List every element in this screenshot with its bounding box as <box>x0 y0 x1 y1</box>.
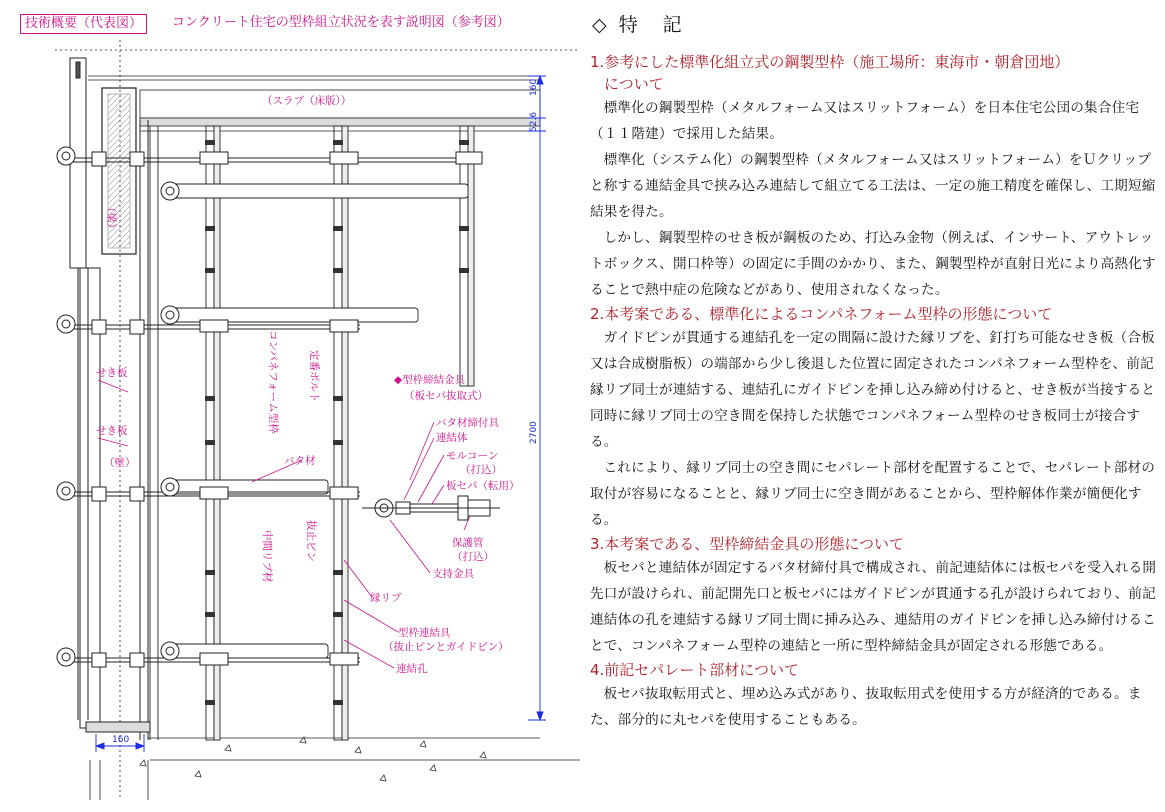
drawing-caption: コンクリート住宅の型枠組立状況を表す説明図（参考図） <box>172 15 510 30</box>
section-2-para-2: これにより、縁リブ同士の空き間にセパレート部材を配置することで、セパレート部材の取付が容易になることと、縁リブ同士に空き間があることから、型枠解体作業が簡便化する。 <box>590 460 1156 528</box>
section-1-para-3: しかし、鋼製型枠のせき板が鋼板のため、打込み金物（例えば、インサート、アウトレットボックス、開口枠等）の固定に手間のかかり、また、鋼製型枠が直射日光により高熱化することで熱中症の危険などがあり、使用されなくなった。 <box>590 230 1156 298</box>
label-kanagu-title: ◆型枠締結金具 <box>394 374 466 386</box>
dim-160: 160 <box>529 78 539 96</box>
callout-2: モルコーン <box>446 450 499 462</box>
section-1-title-cont: について <box>604 75 664 93</box>
callout-7: 支持金具 <box>432 568 474 580</box>
callout-10: （抜止ピンとガイドピン） <box>383 641 509 653</box>
callout-8: 縁リブ <box>370 592 402 604</box>
section-1-para-2: 標準化（システム化）の鋼製型枠（メタルフォーム又はスリットフォーム）をＵクリップと称する連結金具で挟み込み連結して組立てる工法は、一定の施工精度を確保し、工期短縮結果を得た。 <box>590 152 1156 220</box>
notes-heading: ◇ 特 記 <box>592 14 685 36</box>
section-1-para-1: 標準化の鋼製型枠（メタルフォーム又はスリットフォーム）を日本住宅公団の集合住宅（１１階建）で採用した結果。 <box>590 100 1140 142</box>
tie-detail <box>362 496 500 520</box>
section-1-title: 1.参考にした標準化組立式の鋼製型枠（施工場所：東海市・朝倉団地） <box>590 53 1070 71</box>
callout-11: 連結孔 <box>396 663 428 675</box>
callout-1: 連結体 <box>436 432 468 444</box>
callout-5: 保護管 <box>452 537 484 549</box>
label-seki-ita-1: せき板 <box>96 367 128 379</box>
callout-9: 型枠連結具 <box>398 627 451 639</box>
section-3-para-1: 板セパと連結体が固定するバタ材締付具で構成され、前記連結体には板セパを受入れる開先口が設けられ、前記開先口と板セパにはガイドピンが貫通する孔が設けられており、前記連結体の孔を連結する縁リブ同士間に挿み込み、連結用のガイドピンを挿し込み締付けることで、コンパネフォーム型枠の連結と一所に型枠締結金具が固定される形態である。 <box>590 560 1157 654</box>
label-nukedome: 抜止ピン <box>305 520 317 562</box>
dim-52-6: 52.6 <box>529 111 539 132</box>
dim-2700: 2700 <box>529 421 539 444</box>
label-konpane: コンパネフォーム型枠 <box>267 330 279 434</box>
callout-4: 板セパ（転用） <box>446 480 520 492</box>
label-seki-ita-2: せき板 <box>96 425 128 437</box>
section-4-para-1: 板セパ抜取転用式と、埋め込み式があり、抜取転用式を使用する方が経済的である。また、部分的に丸セパを使用することもある。 <box>590 686 1142 728</box>
label-bata: バタ材 <box>284 455 316 467</box>
label-kanagu-sub: （板セパ抜取式） <box>404 390 488 402</box>
callout-3: （打込） <box>460 464 502 476</box>
formwork-drawing <box>0 0 580 812</box>
wall-label: （壁） <box>104 457 136 469</box>
label-chuukan-rib: 中間リブ材 <box>261 530 273 583</box>
section-4-title: 4.前記セパレート部材について <box>590 661 800 679</box>
label-teiban-bolt: 定番ボルト <box>308 350 320 403</box>
dim-bottom-160: 160 <box>112 735 130 745</box>
callout-6: （打込） <box>452 551 494 563</box>
label-box: 技術概要（代表図） <box>20 14 147 34</box>
notes-panel <box>590 8 1160 733</box>
slab-label: （スラブ（床版）） <box>262 95 352 107</box>
section-2-para-1: ガイドピンが貫通する連結孔を一定の間隔に設けた縁リブを、釘打ち可能なせき板（合板又は合成樹脂板）の端部から少し後退した位置に固定されたコンパネフォーム型枠を、前記縁リブ同士が連結する、連結孔にガイドピンを挿し込み締め付けると、せき板が当接すると同時に縁リブ同士の空き間を保持した状態でコンパネフォーム型枠のせき板同士が接合する。 <box>590 330 1156 450</box>
beam-label: （梁） <box>105 202 117 234</box>
callout-0: バタ材締付具 <box>436 417 499 429</box>
section-2-title: 2.本考案である、標準化によるコンパネフォーム型枠の形態について <box>590 305 1053 323</box>
section-3-title: 3.本考案である、型枠締結金具の形態について <box>590 535 905 553</box>
